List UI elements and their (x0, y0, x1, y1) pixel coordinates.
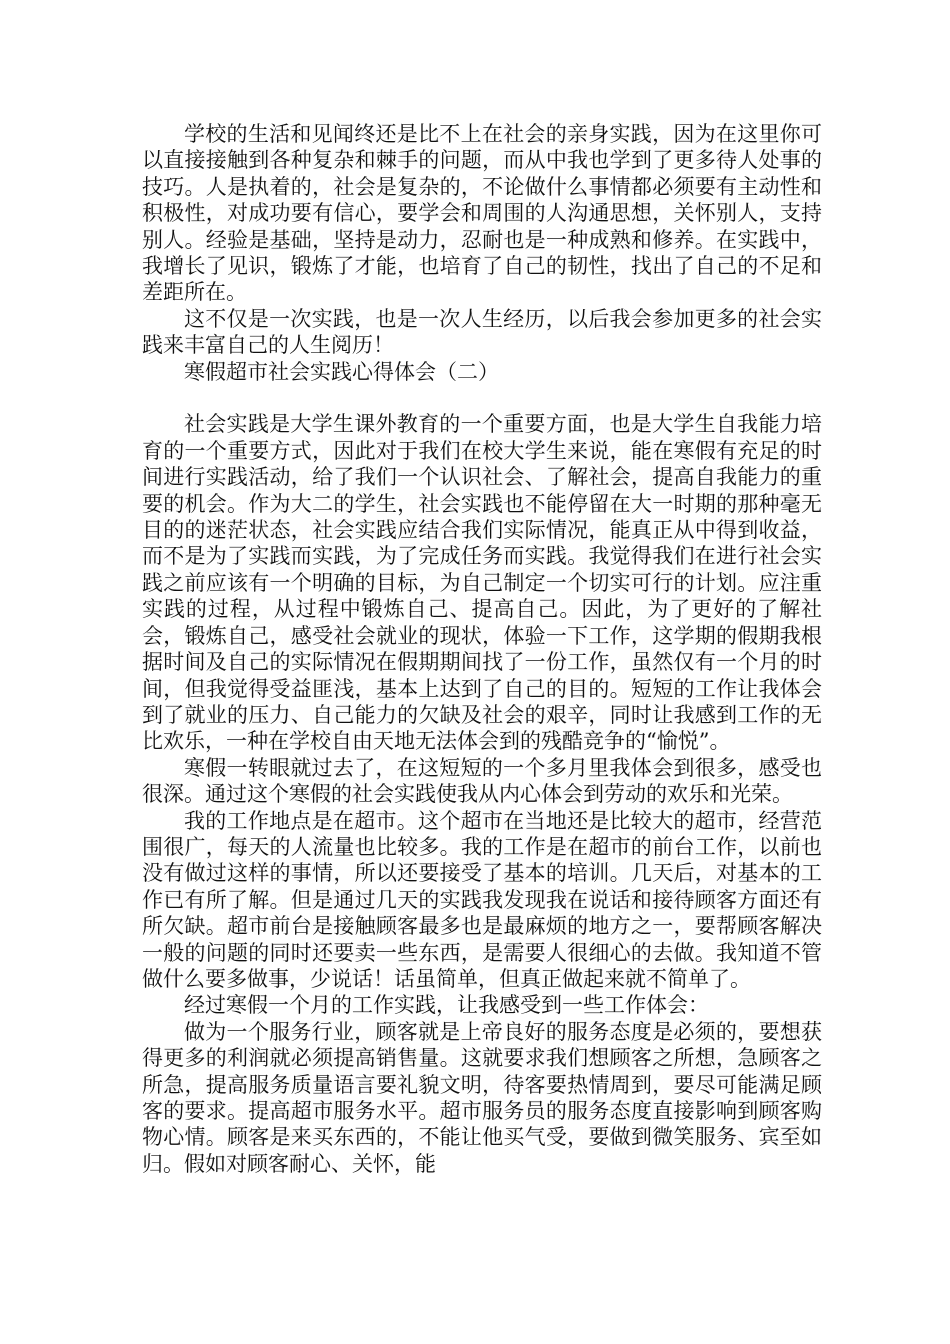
section-heading-part-two: 寒假超市社会实践心得体会（二） (184, 359, 499, 384)
paragraph-work-insights-intro: 经过寒假一个月的工作实践，让我感受到一些工作体会： (184, 993, 709, 1018)
blank-line (142, 385, 822, 411)
paragraph-social-practice-intro: 社会实践是大学生课外教育的一个重要方面，也是大学生自我能力培育的一个重要方式，因此对于我们在校大学生来说，能在寒假有充足的时间进行实践活动，给了我们一个认识社会、了解社会，提高自我能力的重要的机会。作为大二的学生，社会实践也不能停留在大一时期的那种毫无目的的迷茫状态，社会实践应结合我们实际情况，能真正从中得到收益，而不是为了实践而实践，为了完成任务而实践。我觉得我们在进行社会实践之前应该有一个明确的目标，为自己制定一个切实可行的计划。应注重实践的过程，从过程中锻炼自己、提高自己。因此，为了更好的了解社会，锻炼自己，感受社会就业的现状，体验一下工作，这学期的假期我根据时间及自己的实际情况在假期期间找了一份工作，虽然仅有一个月的时间，但我觉得受益匪浅，基本上达到了自己的目的。短短的工作让我体会到了就业的压力、自己能力的欠缺及社会的艰辛，同时让我感到工作的无比欢乐，一种在学校自由天地无法体会到的残酷竞争的“愉悦”。 (142, 412, 822, 754)
paragraph-work-location: 我的工作地点是在超市。这个超市在当地还是比较大的超市，经营范围很广，每天的人流量也比较多。我的工作是在超市的前台工作，以前也没有做过这样的事情，所以还要接受了基本的培训。几天后，对基本的工作已有所了解。但是通过几天的实践我发现我在说话和接待顾客方面还有所欠缺。超市前台是接触顾客最多也是最麻烦的地方之一，要帮顾客解决一般的问题的同时还要卖一些东西，是需要人很细心的去做。我知道不管做什么要多做事，少说话！话虽简单，但真正做起来就不简单了。 (142, 808, 822, 991)
paragraph-winter-break: 寒假一转眼就过去了，在这短短的一个多月里我体会到很多，感受也很深。通过这个寒假的社会实践使我从内心体会到劳动的欢乐和光荣。 (142, 755, 822, 807)
paragraph-school-vs-society: 学校的生活和见闻终还是比不上在社会的亲身实践，因为在这里你可以直接接触到各种复杂和棘手的问题，而从中我也学到了更多待人处事的技巧。人是执着的，社会是复杂的，不论做什么事情都必须要有主动性和积极性，对成功要有信心，要学会和周围的人沟通思想，关怀别人，支持别人。经验是基础，坚持是动力，忍耐也是一种成熟和修养。在实践中，我增长了见识，锻炼了才能，也培育了自己的韧性，找出了自己的不足和差距所在。 (142, 122, 822, 305)
paragraph-service-industry: 做为一个服务行业，顾客就是上帝良好的服务态度是必须的，要想获得更多的利润就必须提高销售量。这就要求我们想顾客之所想，急顾客之所急，提高服务质量语言要礼貌文明，待客要热情周到，要尽可能满足顾客的要求。提高超市服务水平。超市服务员的服务态度直接影响到顾客购物心情。顾客是来买东西的，不能让他买气受，要做到微笑服务、宾至如归。假如对顾客耐心、关怀，能 (142, 1019, 822, 1176)
document-body (142, 121, 822, 1177)
paragraph-life-experience: 这不仅是一次实践，也是一次人生经历，以后我会参加更多的社会实践来丰富自己的人生阅历！ (142, 306, 822, 358)
